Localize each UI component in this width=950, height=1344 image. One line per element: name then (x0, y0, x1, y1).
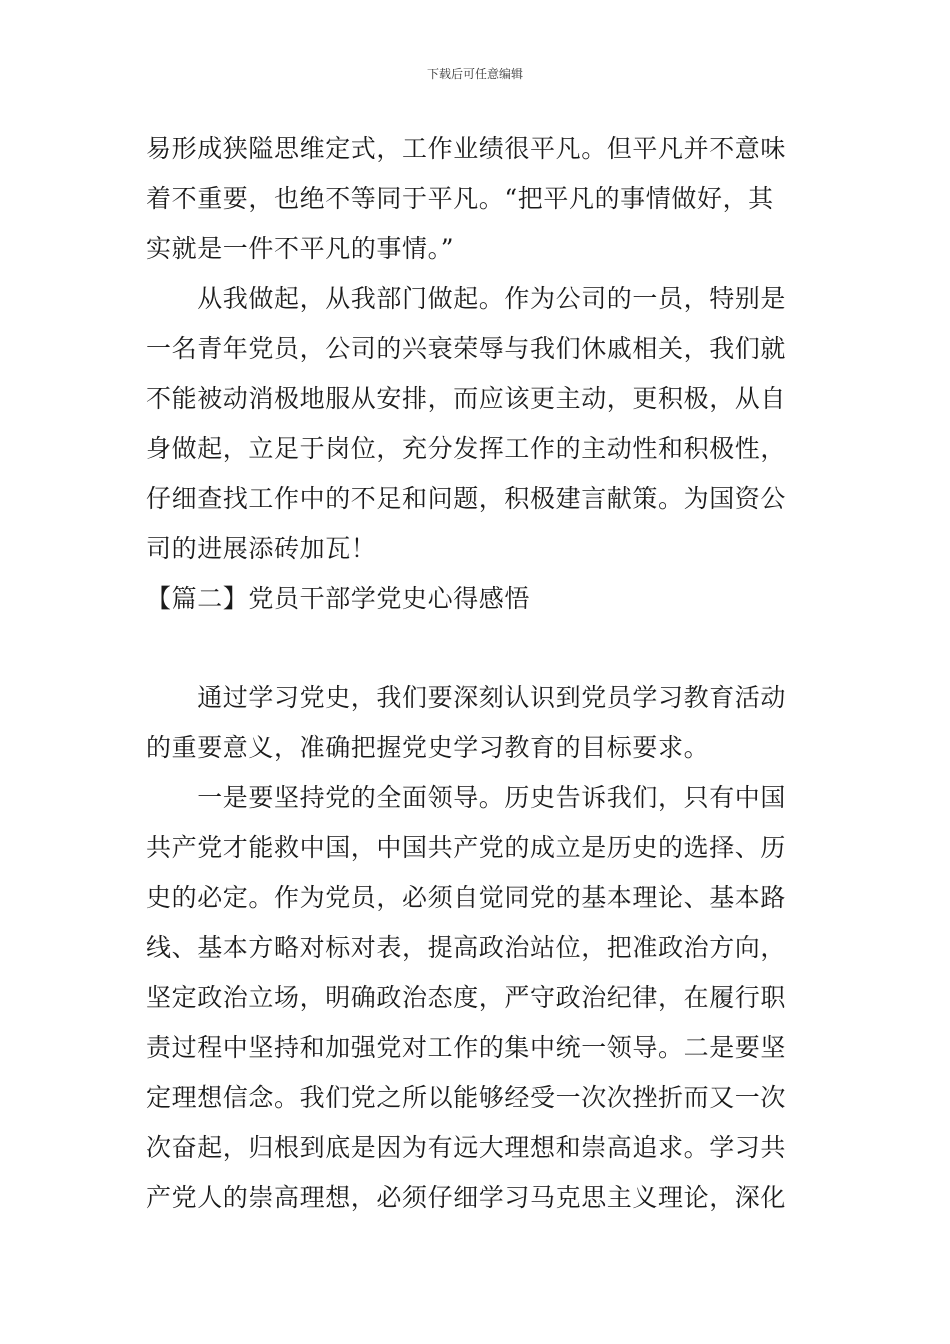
paragraph-line: 司的进展添砖加瓦！ (146, 534, 377, 563)
paragraph-line: 通过学习党史，我们要深刻认识到党员学习教育活动 (146, 683, 787, 712)
paragraph-line: 产党人的崇高理想，必须仔细学习马克思主义理论，深化 (146, 1183, 787, 1212)
paragraph-line: 线、基本方略对标对表，提高政治站位，把准政治方向， (146, 933, 787, 962)
paragraph-line: 仔细查找工作中的不足和问题，积极建言献策。为国资公 (146, 484, 787, 513)
page-header: 下载后可任意编辑 (426, 67, 523, 81)
paragraph-line: 责过程中坚持和加强党对工作的集中统一领导。二是要坚 (146, 1033, 787, 1062)
paragraph-line: 从我做起，从我部门做起。作为公司的一员，特别是 (146, 284, 787, 313)
paragraph-line: 一是要坚持党的全面领导。历史告诉我们，只有中国 (146, 783, 787, 812)
paragraph-line: 次奋起，归根到底是因为有远大理想和崇高追求。学习共 (146, 1133, 787, 1162)
paragraph-line: 身做起，立足于岗位，充分发挥工作的主动性和积极性， (146, 434, 787, 463)
paragraph-line: 坚定政治立场，明确政治态度，严守政治纪律，在履行职 (146, 983, 787, 1012)
paragraph-line: 易形成狭隘思维定式，工作业绩很平凡。但平凡并不意味 (146, 134, 787, 163)
paragraph-line: 着不重要，也绝不等同于平凡。“把平凡的事情做好，其 (146, 184, 774, 213)
section-heading: 【篇二】党员干部学党史心得感悟 (146, 584, 531, 613)
paragraph-line: 实就是一件不平凡的事情。” (146, 234, 455, 263)
paragraph-line: 史的必定。作为党员，必须自觉同党的基本理论、基本路 (146, 883, 787, 912)
paragraph-line: 定理想信念。我们党之所以能够经受一次次挫折而又一次 (146, 1083, 787, 1112)
paragraph-line: 的重要意义，准确把握党史学习教育的目标要求。 (146, 733, 710, 762)
paragraph-line: 共产党才能救中国，中国共产党的成立是历史的选择、历 (146, 833, 787, 862)
paragraph-line: 不能被动消极地服从安排，而应该更主动，更积极，从自 (146, 384, 787, 413)
paragraph-line: 一名青年党员，公司的兴衰荣辱与我们休戚相关，我们就 (146, 334, 787, 363)
